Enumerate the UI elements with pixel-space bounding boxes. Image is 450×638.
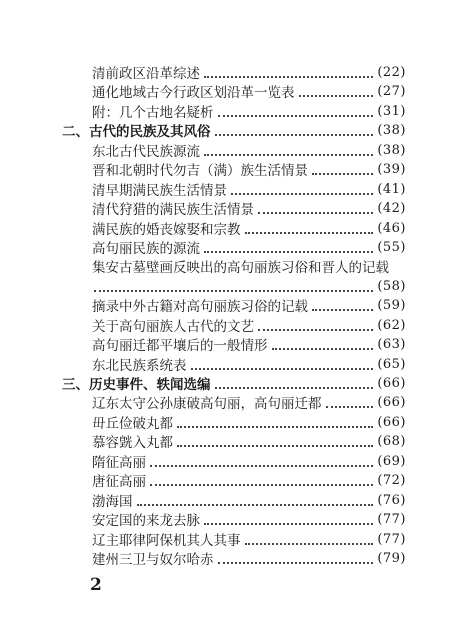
- toc-entry-title: 辽主耶律阿保机其人其事: [92, 533, 241, 549]
- dot-leader: [215, 386, 374, 389]
- toc-entry: [0, 295, 450, 315]
- dot-leader: [272, 347, 374, 350]
- toc-entry-page: (41): [377, 181, 406, 197]
- toc-entry: [0, 392, 450, 412]
- toc-entry-title: 晋和北朝时代勿吉（满）族生活情景: [92, 163, 308, 179]
- toc-entry: [0, 159, 450, 179]
- toc-entry-title: 集安古墓壁画反映出的高句丽族习俗和晋人的记载: [92, 260, 389, 276]
- toc-entry: [0, 81, 450, 101]
- dot-leader: [204, 250, 373, 253]
- toc-entry: [0, 490, 450, 510]
- toc-entry-page: (69): [377, 453, 406, 469]
- dot-leader: [312, 308, 373, 311]
- dot-leader: [245, 231, 374, 234]
- toc-entry-page: (62): [377, 317, 406, 333]
- toc-entry: [0, 451, 450, 471]
- toc-entry-page: (46): [377, 220, 406, 236]
- dot-leader: [231, 192, 373, 195]
- toc-entry-title: 高句丽民族的源流: [92, 241, 200, 257]
- toc-entry-title: 通化地域古今行政区划沿革一览表: [92, 85, 295, 101]
- toc-entry: [0, 412, 450, 432]
- toc-entry-title: 唐征高丽: [92, 474, 146, 490]
- toc-entry: [0, 62, 450, 82]
- toc-entry-page: (55): [377, 239, 406, 255]
- toc-section: [0, 373, 450, 393]
- toc-section-title: 二、古代的民族及其风俗: [62, 124, 211, 140]
- dot-leader: [150, 483, 373, 486]
- toc-entry-page: (38): [377, 122, 406, 138]
- dot-leader: [299, 94, 374, 97]
- toc-entry-page: (66): [377, 394, 406, 410]
- toc-entry-continuation: [0, 276, 450, 296]
- dot-leader: [258, 211, 373, 214]
- dot-leader: [218, 114, 374, 117]
- toc-entry-page: (66): [377, 414, 406, 430]
- toc-entry-page: (27): [377, 83, 406, 99]
- toc-entry: [0, 179, 450, 199]
- dot-leader: [137, 503, 374, 506]
- page-number: 2: [90, 575, 102, 595]
- toc-entry: [0, 529, 450, 549]
- toc-entry: [0, 470, 450, 490]
- toc-entry-title: 清代狩猎的满民族生活情景: [92, 202, 254, 218]
- dot-leader: [177, 444, 373, 447]
- dot-leader: [177, 425, 373, 428]
- toc-entry: [0, 431, 450, 451]
- dot-leader: [191, 367, 374, 370]
- toc-entry-page: (42): [377, 200, 406, 216]
- dot-leader: [245, 542, 374, 545]
- toc-entry: [0, 354, 450, 374]
- toc-entry-page: (65): [377, 356, 406, 372]
- dot-leader: [204, 522, 373, 525]
- toc-entry-page: (39): [377, 161, 406, 177]
- toc-entry-page: (79): [377, 550, 406, 566]
- toc-entry-page: (68): [377, 433, 406, 449]
- toc-entry-page: (22): [377, 64, 406, 80]
- toc-entry-title: 毌丘俭破丸都: [92, 416, 173, 432]
- toc-section: [0, 120, 450, 140]
- dot-leader: [326, 405, 374, 408]
- toc-entry: [0, 334, 450, 354]
- toc-entry-title: 安定国的来龙去脉: [92, 513, 200, 529]
- toc-entry: [0, 315, 450, 335]
- toc-entry: [0, 198, 450, 218]
- toc-entry-page: (31): [377, 103, 406, 119]
- toc-entry-title: 关于高句丽族人古代的文艺: [92, 319, 254, 335]
- toc-entry-title: 东北古代民族源流: [92, 144, 200, 160]
- toc-entry: [0, 548, 450, 568]
- toc-entry-title: 清前政区沿革综述: [92, 66, 200, 82]
- dot-leader: [258, 328, 373, 331]
- toc-entry-page: (59): [377, 297, 406, 313]
- dot-leader: [312, 172, 373, 175]
- toc-entry-page: (77): [377, 531, 406, 547]
- dot-leader: [218, 561, 374, 564]
- dot-leader: [150, 464, 373, 467]
- toc-entry-title: 隋征高丽: [92, 455, 146, 471]
- toc-entry-title: 辽东太守公孙康破高句丽，高句丽迁都: [92, 396, 322, 412]
- toc-entry-title: 摘录中外古籍对高句丽族习俗的记载: [92, 299, 308, 315]
- dot-leader: [94, 289, 373, 292]
- toc-entry-title: 高句丽迁都平壤后的一般情形: [92, 338, 268, 354]
- toc-section-title: 三、历史事件、轶闻选编: [62, 377, 211, 393]
- toc-entry: [0, 509, 450, 529]
- toc-entry: [0, 218, 450, 238]
- toc-entry: [0, 101, 450, 121]
- dot-leader: [204, 153, 373, 156]
- toc-entry-page: (38): [377, 142, 406, 158]
- toc-entry-title: 建州三卫与奴尔哈赤: [92, 552, 214, 568]
- dot-leader: [204, 75, 373, 78]
- toc-entry-page: (66): [377, 375, 406, 391]
- toc-entry-page: (63): [377, 336, 406, 352]
- toc-entry-title: 渤海国: [92, 494, 133, 510]
- toc-entry-title: 清早期满民族生活情景: [92, 183, 227, 199]
- toc-entry-page: (58): [377, 278, 406, 294]
- toc-entry: [0, 140, 450, 160]
- toc-entry-page: (77): [377, 511, 406, 527]
- dot-leader: [215, 133, 374, 136]
- toc-entry: [0, 256, 450, 276]
- toc-entry-title: 慕容皝入丸都: [92, 435, 173, 451]
- toc-entry-title: 附：几个古地名疑析: [92, 105, 214, 121]
- toc-entry-title: 满民族的婚丧嫁娶和宗教: [92, 222, 241, 238]
- toc-entry: [0, 237, 450, 257]
- toc-entry-title: 东北民族系统表: [92, 358, 187, 374]
- toc-entry-page: (72): [377, 472, 406, 488]
- toc-entry-page: (76): [377, 492, 406, 508]
